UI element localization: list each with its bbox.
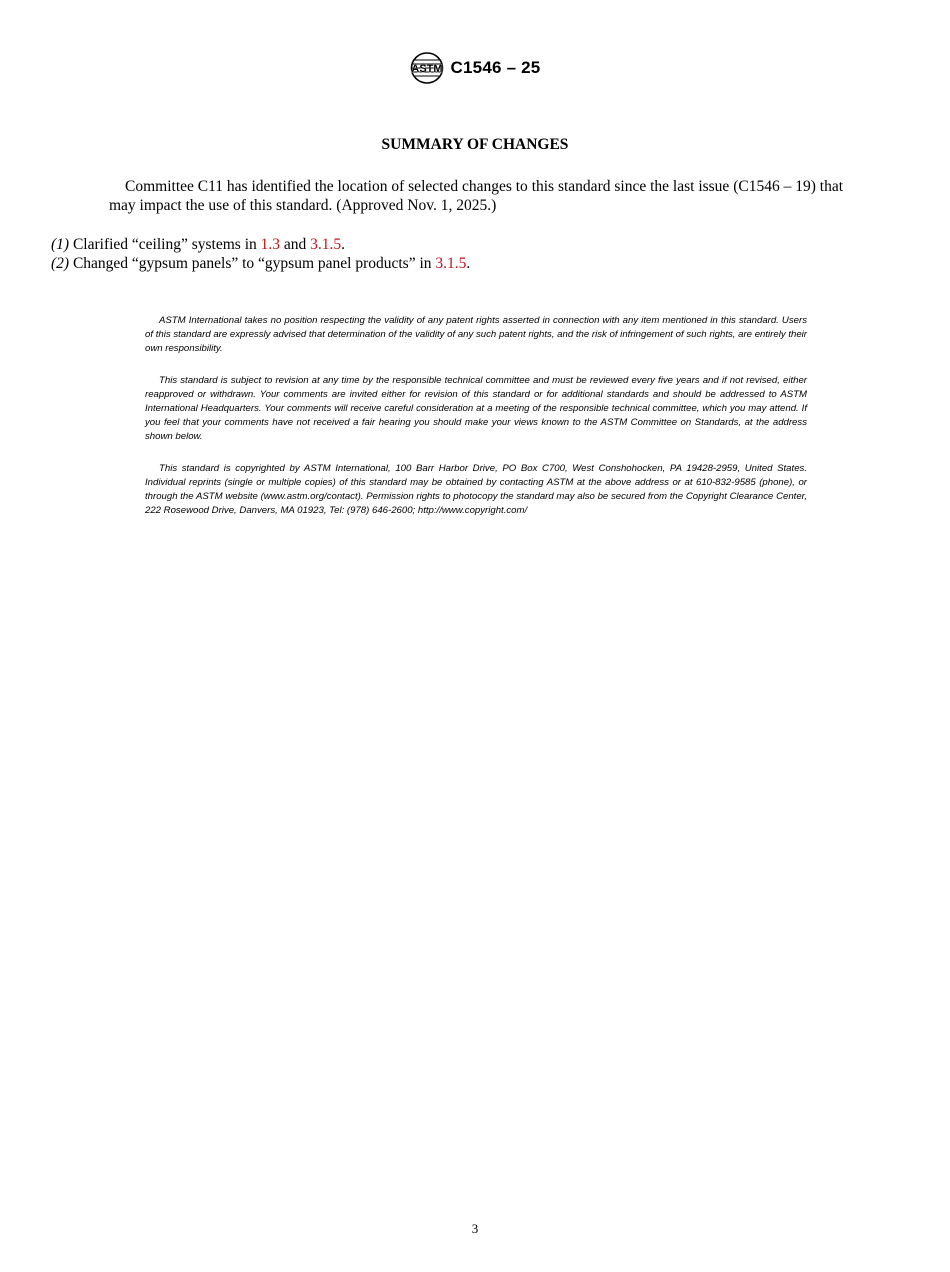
page-header	[0, 52, 950, 84]
change-text: Clarified “ceiling” systems in	[72, 236, 261, 253]
change-number: (1)	[51, 236, 70, 253]
change-text: .	[466, 254, 471, 272]
section-title: SUMMARY OF CHANGES	[381, 136, 569, 153]
change-text: and	[280, 236, 311, 253]
intro-paragraph	[109, 177, 843, 215]
changes-list	[51, 236, 481, 273]
notice-text: ASTM International takes no position respecting the validity of any patent rights asserted in connection with any item mentioned in this standard. Users of this standard are expressly advised that determination of the validity of any such patent rights, and the risk of infringement of such rights, are entirely their own responsibility.	[145, 315, 807, 354]
astm-logo-icon	[410, 52, 444, 84]
change-item	[51, 236, 481, 255]
section-reference-link[interactable]: 1.3	[260, 236, 281, 253]
change-item	[51, 255, 481, 274]
legal-notices	[145, 314, 807, 537]
svg-text:ASTM: ASTM	[410, 63, 443, 75]
notice-text: This standard is copyrighted by ASTM International, 100 Barr Harbor Drive, PO Box C700, West Conshohocken, PA 19428-2959, United States. Individual reprints (single or multiple copies) of this standard may be obtained by contacting ASTM at the above address or at 610-832-9585 (phone), or through the ASTM website (www.astm.org/contact). Permission rights to photocopy the standard may also be secured from the Copyright Clearance Center, 222 Rosewood Drive, Danvers, MA 01923, Tel: (978) 646-2600; http://www.copyright.com/	[145, 463, 807, 516]
standard-designation: C1546 – 25	[450, 58, 541, 77]
patent-notice	[145, 314, 807, 355]
change-text: .	[341, 236, 346, 253]
page-number: 3	[471, 1221, 479, 1236]
change-text: Changed “gypsum panels” to “gypsum panel products” in	[72, 254, 436, 272]
notice-text: This standard is subject to revision at any time by the responsible technical committee and must be reviewed every five years and if not revised, either reapproved or withdrawn. Your comments are invited either for revision of this standard or for additional standards and should be addressed to ASTM International Headquarters. Your comments will receive careful consideration at a meeting of the responsible technical committee, which you may attend. If you feel that your comments have not received a fair hearing you should make your views known to the ASTM Committee on Standards, at the address shown below.	[145, 375, 807, 442]
section-reference-link[interactable]: 3.1.5	[310, 236, 342, 253]
intro-text: Committee C11 has identified the location of selected changes to this standard since the last issue (C1546 – 19) that may impact the use of this standard. (Approved Nov. 1, 2025.)	[109, 178, 843, 214]
section-reference-link[interactable]: 3.1.5	[435, 254, 467, 272]
revision-notice	[145, 374, 807, 443]
change-number: (2)	[51, 254, 70, 272]
copyright-notice	[145, 462, 807, 517]
